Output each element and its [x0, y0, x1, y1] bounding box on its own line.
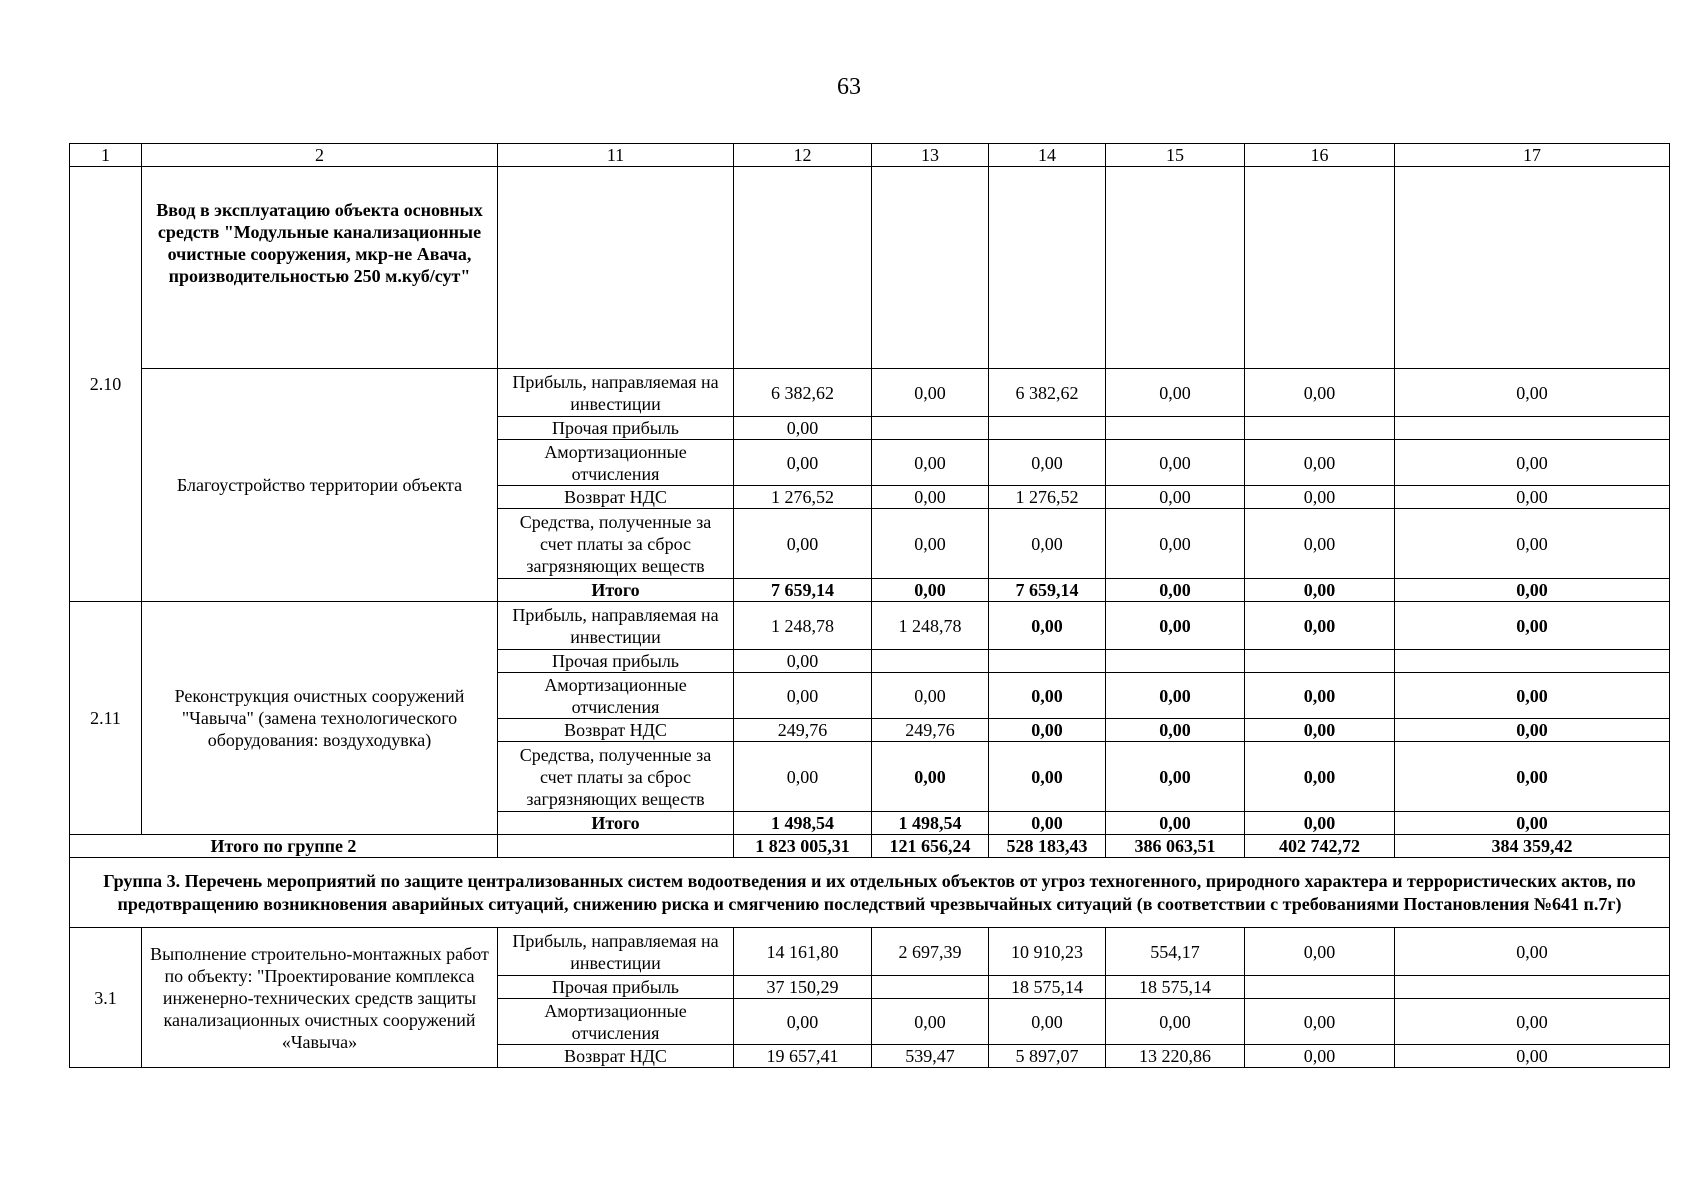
value-cell: 0,00: [1106, 673, 1245, 719]
item-number: 3.1: [70, 928, 142, 1068]
value-cell: 0,00: [1106, 999, 1245, 1045]
value-cell: 1 498,54: [734, 812, 872, 835]
value-cell: 0,00: [872, 673, 989, 719]
value-cell: 0,00: [1106, 579, 1245, 602]
value-cell: 0,00: [734, 673, 872, 719]
value-cell: 5 897,07: [989, 1045, 1106, 1068]
value-cell: 0,00: [1395, 1045, 1670, 1068]
group-total-row: [70, 835, 1670, 858]
value-cell: [872, 976, 989, 999]
total-label: Итого: [498, 579, 734, 602]
value-cell: 0,00: [1395, 602, 1670, 650]
group-header-row: [70, 858, 1670, 928]
column-header: 14: [989, 144, 1106, 167]
value-cell: 0,00: [1245, 928, 1395, 976]
value-cell: 0,00: [1106, 369, 1245, 417]
value-cell: [1245, 976, 1395, 999]
value-cell: 1 248,78: [734, 602, 872, 650]
value-cell: 6 382,62: [989, 369, 1106, 417]
value-cell: 0,00: [1245, 440, 1395, 486]
value-cell: 7 659,14: [989, 579, 1106, 602]
value-cell: 0,00: [734, 440, 872, 486]
value-cell: 0,00: [1245, 719, 1395, 742]
value-cell: 402 742,72: [1245, 835, 1395, 858]
value-cell: 18 575,14: [1106, 976, 1245, 999]
value-cell: 0,00: [872, 486, 989, 509]
value-cell: 0,00: [734, 650, 872, 673]
value-cell: 0,00: [1106, 602, 1245, 650]
value-cell: 7 659,14: [734, 579, 872, 602]
value-cell: 13 220,86: [1106, 1045, 1245, 1068]
column-header: 11: [498, 144, 734, 167]
value-cell: 0,00: [1395, 440, 1670, 486]
column-header: 12: [734, 144, 872, 167]
value-cell: 386 063,51: [1106, 835, 1245, 858]
value-cell: 1 498,54: [872, 812, 989, 835]
value-cell: 0,00: [1106, 719, 1245, 742]
source-label: Прочая прибыль: [498, 417, 734, 440]
source-label: Прибыль, направляемая на инвестиции: [498, 369, 734, 417]
table-row: [70, 928, 1670, 976]
page-number: 63: [837, 74, 861, 100]
value-cell: 0,00: [1106, 812, 1245, 835]
source-label: Прибыль, направляемая на инвестиции: [498, 602, 734, 650]
value-cell: 1 823 005,31: [734, 835, 872, 858]
value-cell: 249,76: [872, 719, 989, 742]
item-subtitle: Благоустройство территории объекта: [142, 369, 498, 602]
value-cell: 0,00: [1245, 742, 1395, 812]
value-cell: 0,00: [1245, 509, 1395, 579]
value-cell: 0,00: [872, 742, 989, 812]
value-cell: 0,00: [734, 509, 872, 579]
item-number: 2.10: [70, 167, 142, 602]
item-title: Реконструкция очистных сооружений "Чавыча" (замена технологического оборудования: воздуходувка): [142, 602, 498, 835]
value-cell: 0,00: [1395, 369, 1670, 417]
value-cell: 1 276,52: [734, 486, 872, 509]
value-cell: 0,00: [1245, 1045, 1395, 1068]
value-cell: 0,00: [1395, 579, 1670, 602]
value-cell: 121 656,24: [872, 835, 989, 858]
value-cell: 384 359,42: [1395, 835, 1670, 858]
value-cell: 0,00: [1106, 486, 1245, 509]
value-cell: 0,00: [1395, 486, 1670, 509]
value-cell: 0,00: [1395, 673, 1670, 719]
source-label: Возврат НДС: [498, 719, 734, 742]
item-title: Выполнение строительно-монтажных работ по объекту: "Проектирование комплекса инженерно-технических средств защиты канализационных очистных сооружений «Чавыча»: [142, 928, 498, 1068]
value-cell: 0,00: [1245, 369, 1395, 417]
value-cell: 0,00: [872, 369, 989, 417]
table-row: [70, 167, 1670, 369]
value-cell: 0,00: [989, 440, 1106, 486]
value-cell: 0,00: [872, 579, 989, 602]
value-cell: 0,00: [1245, 579, 1395, 602]
group-total-label: Итого по группе 2: [70, 835, 498, 858]
value-cell: 0,00: [1395, 999, 1670, 1045]
column-header: 13: [872, 144, 989, 167]
value-cell: 19 657,41: [734, 1045, 872, 1068]
table-row: [70, 369, 1670, 417]
value-cell: 18 575,14: [989, 976, 1106, 999]
source-label: Амортизационные отчисления: [498, 440, 734, 486]
value-cell: 0,00: [989, 719, 1106, 742]
value-cell: 0,00: [1395, 812, 1670, 835]
value-cell: 528 183,43: [989, 835, 1106, 858]
source-label: Возврат НДС: [498, 486, 734, 509]
value-cell: 0,00: [1245, 673, 1395, 719]
source-label: Средства, полученные за счет платы за сброс загрязняющих веществ: [498, 509, 734, 579]
column-header: 17: [1395, 144, 1670, 167]
source-label: Амортизационные отчисления: [498, 999, 734, 1045]
value-cell: 539,47: [872, 1045, 989, 1068]
column-header: 15: [1106, 144, 1245, 167]
value-cell: 37 150,29: [734, 976, 872, 999]
value-cell: 0,00: [1395, 719, 1670, 742]
value-cell: 0,00: [989, 602, 1106, 650]
value-cell: 0,00: [734, 999, 872, 1045]
item-number: 2.11: [70, 602, 142, 835]
column-header: 1: [70, 144, 142, 167]
value-cell: 1 276,52: [989, 486, 1106, 509]
value-cell: 0,00: [1245, 812, 1395, 835]
value-cell: 0,00: [872, 999, 989, 1045]
source-label: Прочая прибыль: [498, 650, 734, 673]
value-cell: 0,00: [1245, 486, 1395, 509]
value-cell: 0,00: [989, 509, 1106, 579]
value-cell: 0,00: [1395, 928, 1670, 976]
source-label: Средства, полученные за счет платы за сброс загрязняющих веществ: [498, 742, 734, 812]
source-label: Амортизационные отчисления: [498, 673, 734, 719]
value-cell: 0,00: [872, 509, 989, 579]
value-cell: 0,00: [1106, 509, 1245, 579]
value-cell: 10 910,23: [989, 928, 1106, 976]
column-header: 2: [142, 144, 498, 167]
column-header: 16: [1245, 144, 1395, 167]
value-cell: 1 248,78: [872, 602, 989, 650]
value-cell: 0,00: [1106, 440, 1245, 486]
value-cell: 0,00: [734, 417, 872, 440]
value-cell: 0,00: [989, 812, 1106, 835]
column-header-row: [70, 144, 1670, 167]
value-cell: 0,00: [872, 440, 989, 486]
value-cell: 0,00: [1395, 742, 1670, 812]
group-header: Группа 3. Перечень мероприятий по защите централизованных систем водоотведения и их отдельных объектов от угроз техногенного, природного характера и террористических актов, по предотвращению возникновения аварийных ситуаций, снижению риска и смягчению последствий чрезвычайных ситуаций (в соответствии с требованиями Постановления №641 п.7г): [70, 858, 1670, 928]
value-cell: [1395, 976, 1670, 999]
source-label: Прочая прибыль: [498, 976, 734, 999]
value-cell: 0,00: [1106, 742, 1245, 812]
table-row: [70, 602, 1670, 650]
value-cell: 249,76: [734, 719, 872, 742]
value-cell: 0,00: [734, 742, 872, 812]
value-cell: 0,00: [989, 999, 1106, 1045]
total-label: Итого: [498, 812, 734, 835]
investment-table: [69, 143, 1670, 1068]
item-title: Ввод в эксплуатацию объекта основных средств "Модульные канализационные очистные сооружения, мкр-не Авача, производительностью 250 м.куб/сут": [142, 167, 498, 369]
value-cell: 0,00: [989, 742, 1106, 812]
source-label: Прибыль, направляемая на инвестиции: [498, 928, 734, 976]
value-cell: 554,17: [1106, 928, 1245, 976]
value-cell: 0,00: [1245, 602, 1395, 650]
value-cell: 14 161,80: [734, 928, 872, 976]
value-cell: 2 697,39: [872, 928, 989, 976]
value-cell: 0,00: [1245, 999, 1395, 1045]
value-cell: 0,00: [1395, 509, 1670, 579]
value-cell: 0,00: [989, 673, 1106, 719]
value-cell: 6 382,62: [734, 369, 872, 417]
source-label: Возврат НДС: [498, 1045, 734, 1068]
